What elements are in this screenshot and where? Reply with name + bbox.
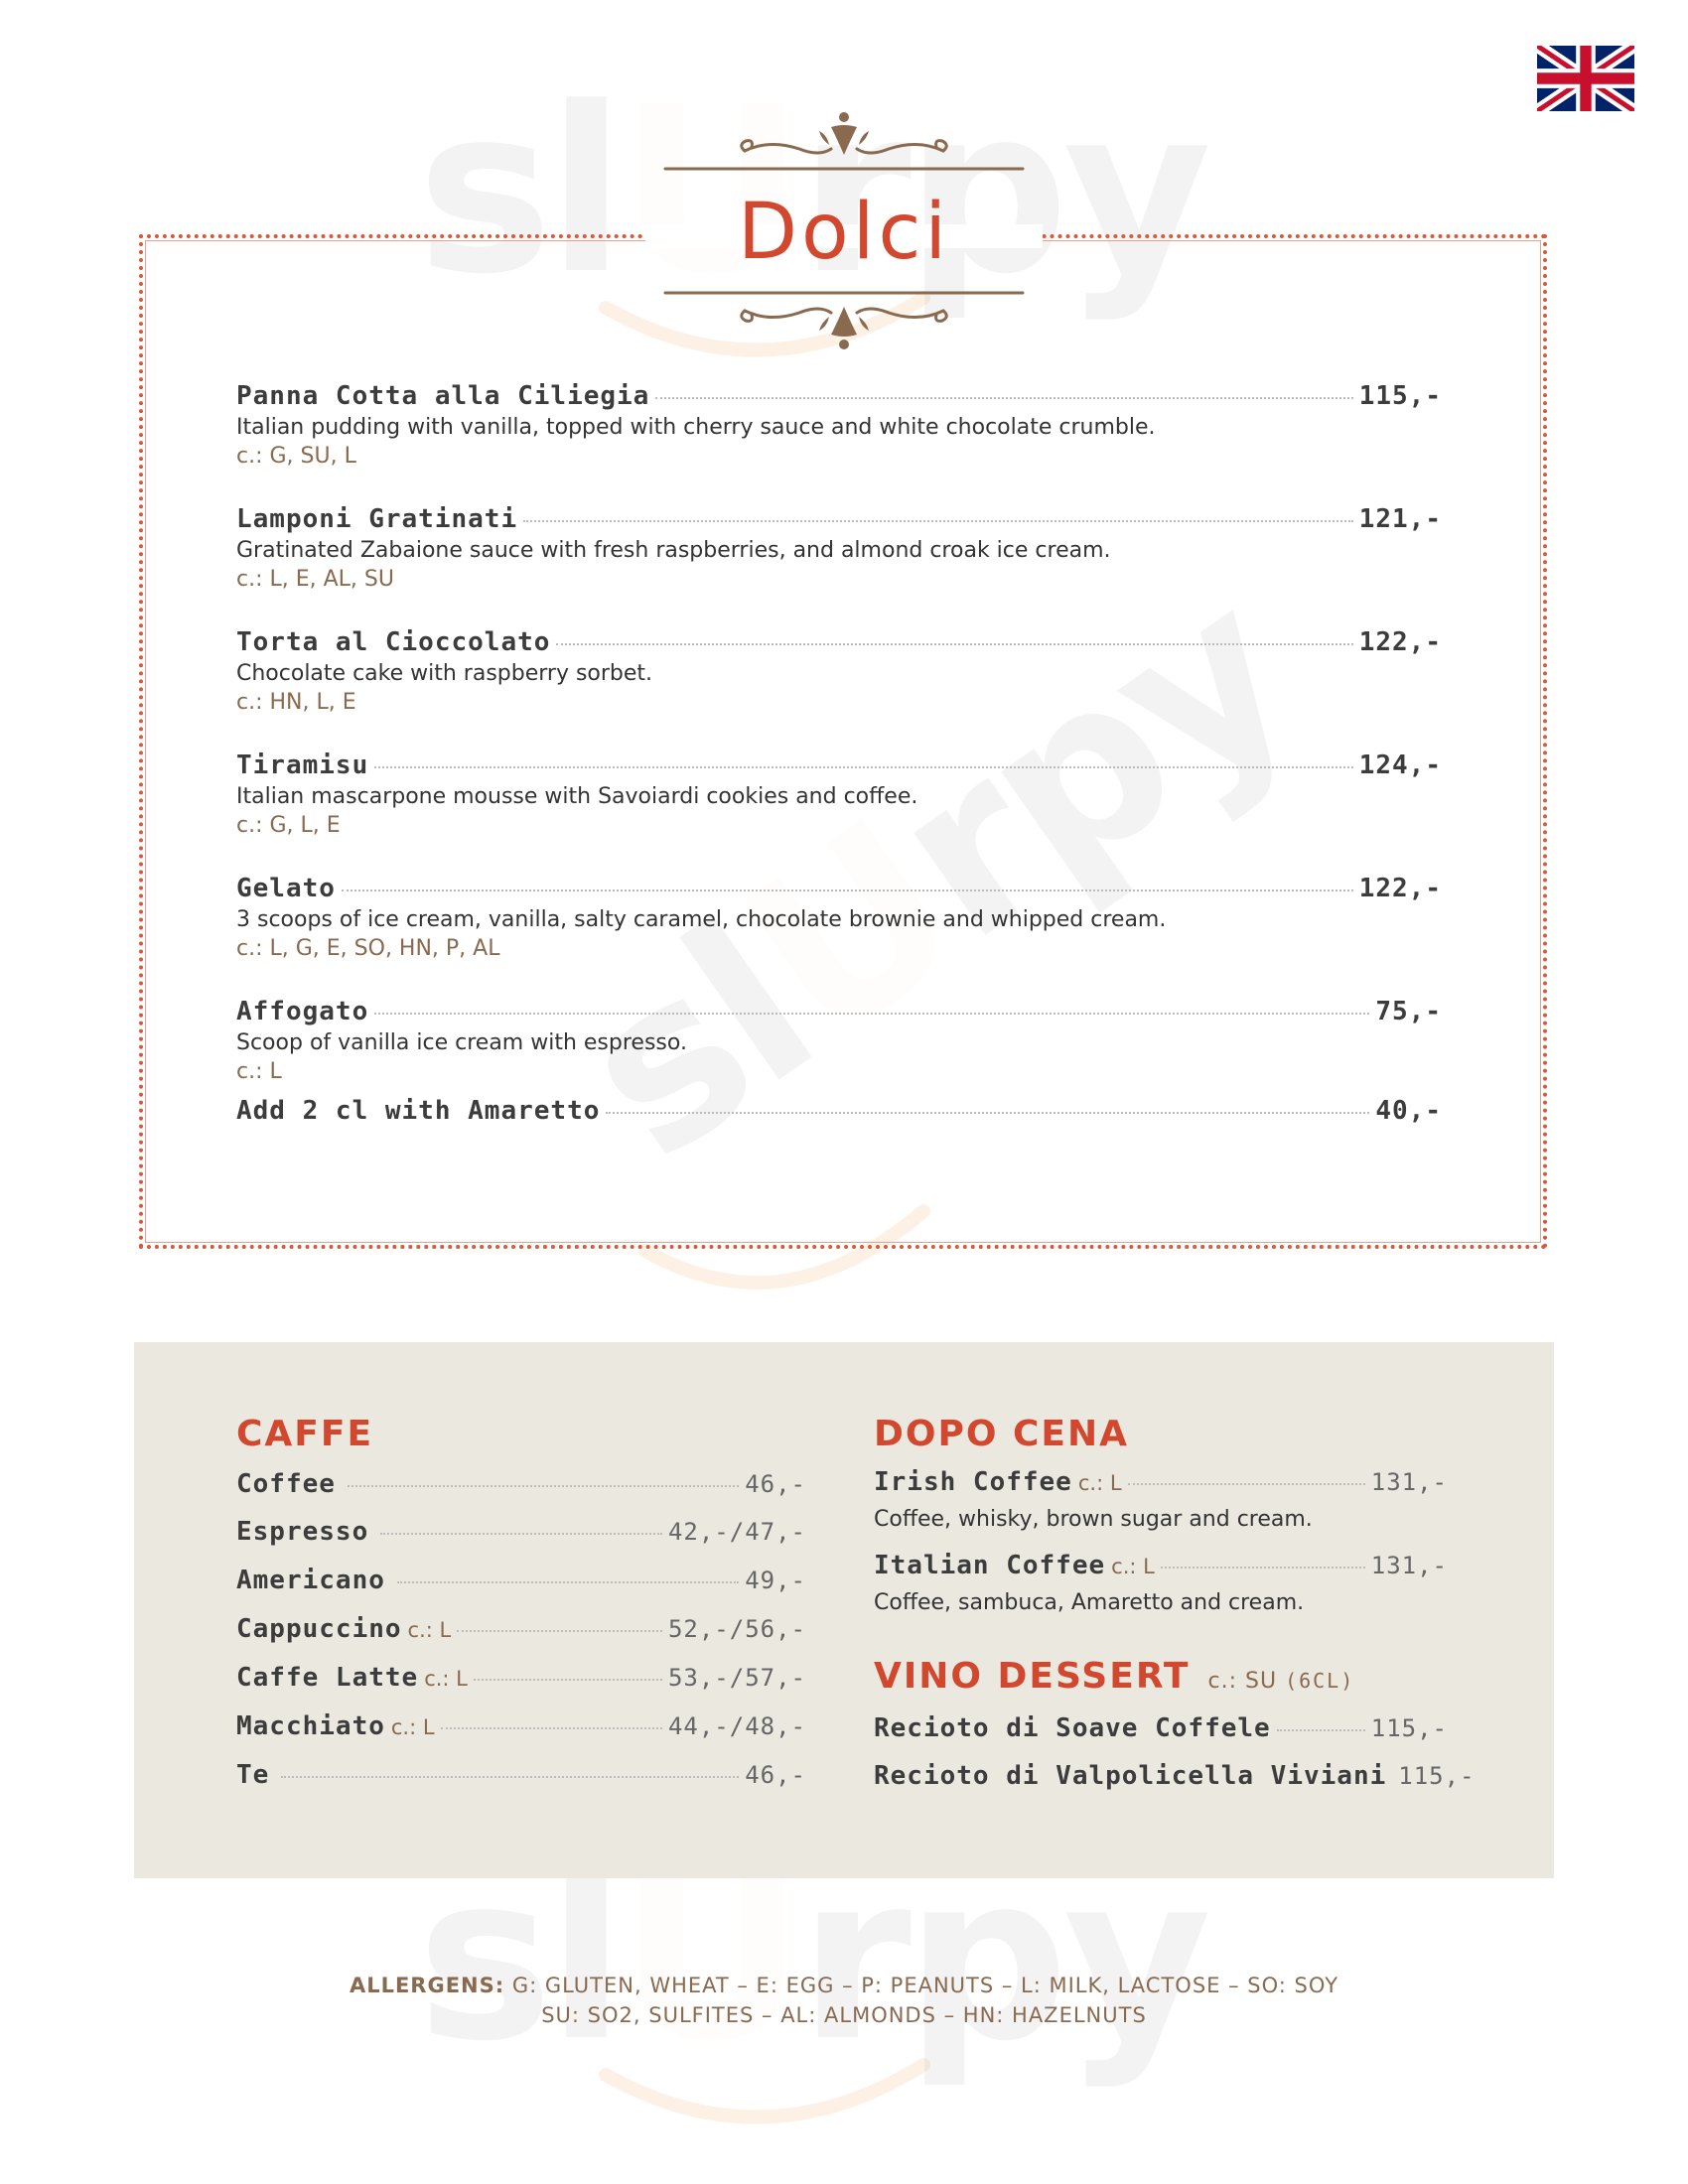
dot-leader	[606, 1112, 1369, 1114]
vino-item	[874, 1713, 1448, 1743]
dot-leader	[348, 1485, 739, 1487]
item-allergens: c.: G, L, E	[236, 813, 341, 838]
item-allergens: c.: L	[407, 1618, 452, 1642]
item-name: Panna Cotta alla Ciliegia	[236, 381, 650, 411]
page-title: Dolci	[737, 188, 950, 277]
item-name: Irish Coffee	[874, 1467, 1072, 1497]
menu-item	[236, 627, 1442, 715]
item-name: Recioto di Soave Coffele	[874, 1713, 1271, 1743]
dot-leader	[342, 889, 1353, 891]
dot-leader	[523, 520, 1353, 522]
dot-leader	[655, 397, 1352, 399]
item-price: 122,-	[1358, 874, 1442, 903]
item-name: Gelato	[236, 874, 336, 903]
item-allergens: c.: L, G, E, SO, HN, P, AL	[236, 936, 500, 961]
addon-price: 40,-	[1375, 1096, 1442, 1126]
item-description: Coffee, whisky, brown sugar and cream.	[874, 1507, 1313, 1532]
item-description: Chocolate cake with raspberry sorbet.	[236, 661, 653, 686]
dopo-cena-item	[874, 1467, 1448, 1497]
item-price: 131,-	[1370, 1552, 1448, 1579]
item-name: Lamponi Gratinati	[236, 504, 518, 534]
menu-item	[236, 997, 1442, 1084]
dot-leader	[374, 1013, 1369, 1015]
vino-allergens: c.: SU (6CL)	[1207, 1669, 1355, 1694]
item-allergens: c.: L	[1077, 1471, 1122, 1495]
item-allergens: c.: G, SU, L	[236, 444, 356, 469]
dot-leader	[281, 1776, 739, 1778]
dot-leader	[1277, 1729, 1365, 1731]
item-price: 42,-/47,-	[667, 1518, 806, 1546]
menu-item	[236, 874, 1442, 961]
item-description: Coffee, sambuca, Amaretto and cream.	[874, 1590, 1305, 1615]
watermark-swoosh-icon	[596, 2055, 933, 2154]
item-price: 121,-	[1358, 504, 1442, 534]
dopo-cena-item	[874, 1551, 1448, 1580]
menu-addon	[236, 1096, 1442, 1126]
menu-item	[236, 381, 1442, 469]
item-price: 46,-	[745, 1470, 806, 1498]
caffe-item	[236, 1760, 806, 1790]
item-allergens: c.: L	[236, 1059, 282, 1084]
caffe-title: CAFFE	[236, 1414, 374, 1454]
vino-item	[874, 1761, 1476, 1791]
caffe-item	[236, 1663, 806, 1693]
dot-leader	[474, 1679, 662, 1681]
item-allergens: c.: HN, L, E	[236, 690, 356, 715]
item-allergens: c.: L, E, AL, SU	[236, 567, 394, 592]
item-price: 46,-	[745, 1761, 806, 1789]
item-price: 131,-	[1370, 1468, 1448, 1496]
allergens-label: ALLERGENS:	[349, 1974, 505, 1997]
item-price: 49,-	[745, 1567, 806, 1594]
item-name: Te	[236, 1760, 270, 1790]
item-price: 122,-	[1358, 627, 1442, 657]
dot-leader	[556, 643, 1352, 645]
dot-leader	[380, 1533, 662, 1535]
caffe-item	[236, 1566, 806, 1595]
dot-leader	[397, 1581, 739, 1583]
item-allergens: c.: L	[1111, 1555, 1155, 1578]
item-name: Recioto di Valpolicella Viviani	[874, 1761, 1387, 1791]
item-name: Tiramisu	[236, 751, 369, 780]
dot-leader	[457, 1630, 662, 1632]
item-price: 75,-	[1375, 997, 1442, 1026]
item-name: Torta al Cioccolato	[236, 627, 551, 657]
caffe-item	[236, 1469, 806, 1499]
item-price: 44,-/48,-	[667, 1712, 806, 1740]
item-price: 115,-	[1358, 381, 1442, 411]
item-allergens: c.: L	[390, 1715, 435, 1739]
item-name: Coffee	[236, 1469, 336, 1499]
item-description: Italian pudding with vanilla, topped with cherry sauce and white chocolate crumble.	[236, 415, 1156, 440]
item-name: Macchiato	[236, 1711, 385, 1741]
item-name: Espresso	[236, 1517, 369, 1547]
item-name: Americano	[236, 1566, 385, 1595]
dot-leader	[1161, 1567, 1365, 1569]
item-price: 124,-	[1358, 751, 1442, 780]
dot-leader	[441, 1727, 662, 1729]
dopo-cena-title: DOPO CENA	[874, 1414, 1130, 1454]
caffe-item	[236, 1614, 806, 1644]
item-description: 3 scoops of ice cream, vanilla, salty caramel, chocolate brownie and whipped cream.	[236, 907, 1167, 932]
menu-item	[236, 504, 1442, 592]
menu-item	[236, 751, 1442, 838]
caffe-item	[236, 1711, 806, 1741]
allergens-legend: ALLERGENS: G: GLUTEN, WHEAT – E: EGG – P: PEANUTS – L: MILK, LACTOSE – SO: SOY	[349, 1974, 1339, 1997]
item-description: Scoop of vanilla ice cream with espresso.	[236, 1030, 687, 1055]
dot-leader	[374, 766, 1352, 768]
vino-dessert-title: VINO DESSERT c.: SU (6CL)	[874, 1656, 1355, 1697]
bottom-ornament-icon	[660, 283, 1028, 352]
top-ornament-icon	[660, 109, 1028, 179]
item-price: 52,-/56,-	[667, 1615, 806, 1643]
item-name: Cappuccino	[236, 1614, 402, 1644]
item-price: 115,-	[1370, 1714, 1448, 1742]
addon-name: Add 2 cl with Amaretto	[236, 1096, 601, 1126]
item-price: 53,-/57,-	[667, 1664, 806, 1692]
allergens-legend-line2: SU: SO2, SULFITES – AL: ALMONDS – HN: HAZELNUTS	[541, 2003, 1147, 2027]
dot-leader	[1128, 1483, 1365, 1485]
uk-flag-icon[interactable]	[1537, 46, 1634, 111]
item-description: Italian mascarpone mousse with Savoiardi cookies and coffee.	[236, 784, 918, 809]
item-description: Gratinated Zabaione sauce with fresh raspberries, and almond croak ice cream.	[236, 538, 1111, 563]
item-allergens: c.: L	[424, 1667, 468, 1691]
item-name: Italian Coffee	[874, 1551, 1106, 1580]
caffe-item	[236, 1517, 806, 1547]
item-name: Affogato	[236, 997, 369, 1026]
item-price: 115,-	[1398, 1762, 1476, 1790]
item-name: Caffe Latte	[236, 1663, 419, 1693]
